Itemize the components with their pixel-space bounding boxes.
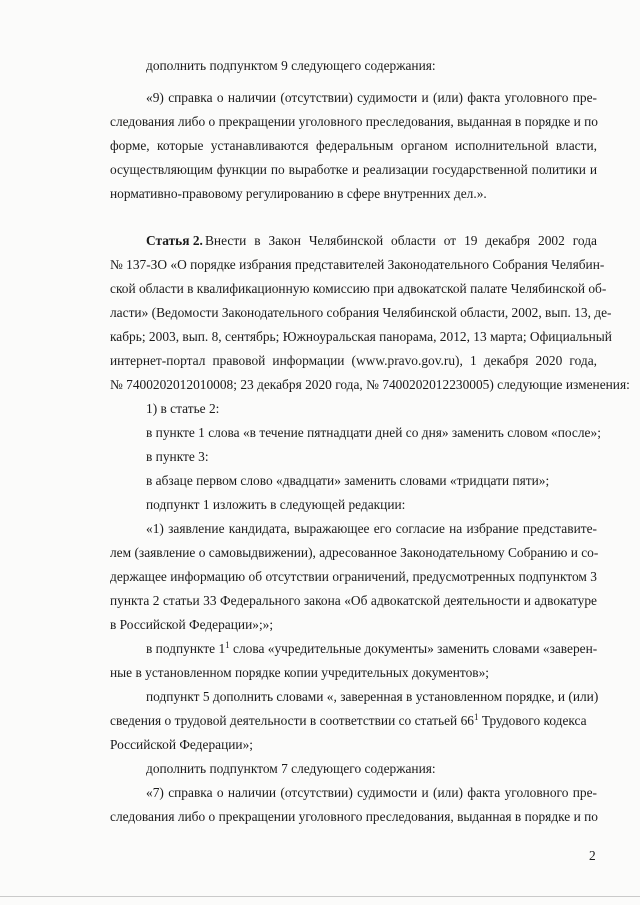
text-line: ласти» (Ведомости Законодательного собрания Челябинской области, 2002, вып. 13, де- — [110, 305, 612, 320]
text-line: кабрь; 2003, вып. 8, сентябрь; Южноуральская панорама, 2012, 13 марта; Официальный — [110, 329, 612, 344]
text-line: Российской Федерации»; — [110, 737, 253, 752]
text-fragment: в подпункте 1 — [146, 641, 226, 656]
text-line: «1) заявление кандидата, выражающее его согласие на избрание представите- — [146, 521, 597, 536]
text-line: пункта 2 статьи 33 Федерального закона «Об адвокатской деятельности и адвокатуре — [110, 593, 597, 608]
superscript: 1 — [225, 640, 230, 650]
text-line-with-superscript — [146, 640, 597, 657]
text-line: в пункте 3: — [146, 449, 209, 464]
text-line: дополнить подпунктом 9 следующего содержания: — [146, 58, 436, 73]
text-line: осуществляющим функции по выработке и реализации государственной политики и — [110, 162, 597, 177]
text-line: лем (заявление о самовыдвижении), адресованное Законодательному Собранию и со- — [110, 545, 599, 560]
text-line: держащее информацию об отсутствии ограничений, предусмотренных подпунктом 3 — [110, 569, 597, 584]
text-line: нормативно-правовому регулированию в сфере внутренних дел.». — [110, 186, 487, 201]
text-line: «9) справка о наличии (отсутствии) судимости и (или) факта уголовного пре- — [146, 90, 597, 105]
text-line: Внести в Закон Челябинской области от 19 декабря 2002 года — [205, 233, 597, 248]
text-line: № 7400202012010008; 23 декабря 2020 года, № 7400202012230005) следующие изменения: — [110, 377, 630, 392]
text-line-with-superscript — [110, 712, 597, 729]
text-line: ные в установленном порядке копии учредительных документов»; — [110, 665, 490, 680]
text-line: дополнить подпунктом 7 следующего содержания: — [146, 761, 436, 776]
text-line: подпункт 1 изложить в следующей редакции: — [146, 497, 406, 512]
text-line: № 137-ЗО «О порядке избрания представителей Законодательного Собрания Челябин- — [110, 257, 605, 272]
text-line: в Российской Федерации»;»; — [110, 617, 274, 632]
text-line: 1) в статье 2: — [146, 401, 220, 416]
text-fragment: сведения о трудовой деятельности в соответствии со статьей 66 — [110, 713, 474, 728]
text-line: интернет-портал правовой информации (www.pravo.gov.ru), 1 декабря 2020 года, — [110, 353, 597, 368]
page-number: 2 — [589, 848, 596, 863]
scan-edge-divider — [0, 896, 640, 897]
text-line: «7) справка о наличии (отсутствии) судимости и (или) факта уголовного пре- — [146, 785, 597, 800]
text-line: форме, которые устанавливаются федеральным органом исполнительной власти, — [110, 138, 597, 153]
text-fragment: слова «учредительные документы» заменить словами «заверен- — [229, 641, 598, 656]
text-line: ской области в квалификационную комиссию при адвокатской палате Челябинской об- — [110, 281, 607, 296]
text-fragment: Трудового кодекса — [478, 713, 587, 728]
text-line: в пункте 1 слова «в течение пятнадцати дней со дня» заменить словом «после»; — [146, 425, 601, 440]
superscript: 1 — [473, 712, 479, 722]
text-line: следования либо о прекращении уголовного преследования, выданная в порядке и по — [110, 114, 598, 129]
article-heading: Статья 2. — [146, 233, 203, 248]
text-line: в абзаце первом слово «двадцати» заменить словами «тридцати пяти»; — [146, 473, 550, 488]
text-line: подпункт 5 дополнить словами «, заверенная в установленном порядке, и (или) — [146, 689, 599, 704]
text-line: следования либо о прекращении уголовного преследования, выданная в порядке и по — [110, 809, 598, 824]
